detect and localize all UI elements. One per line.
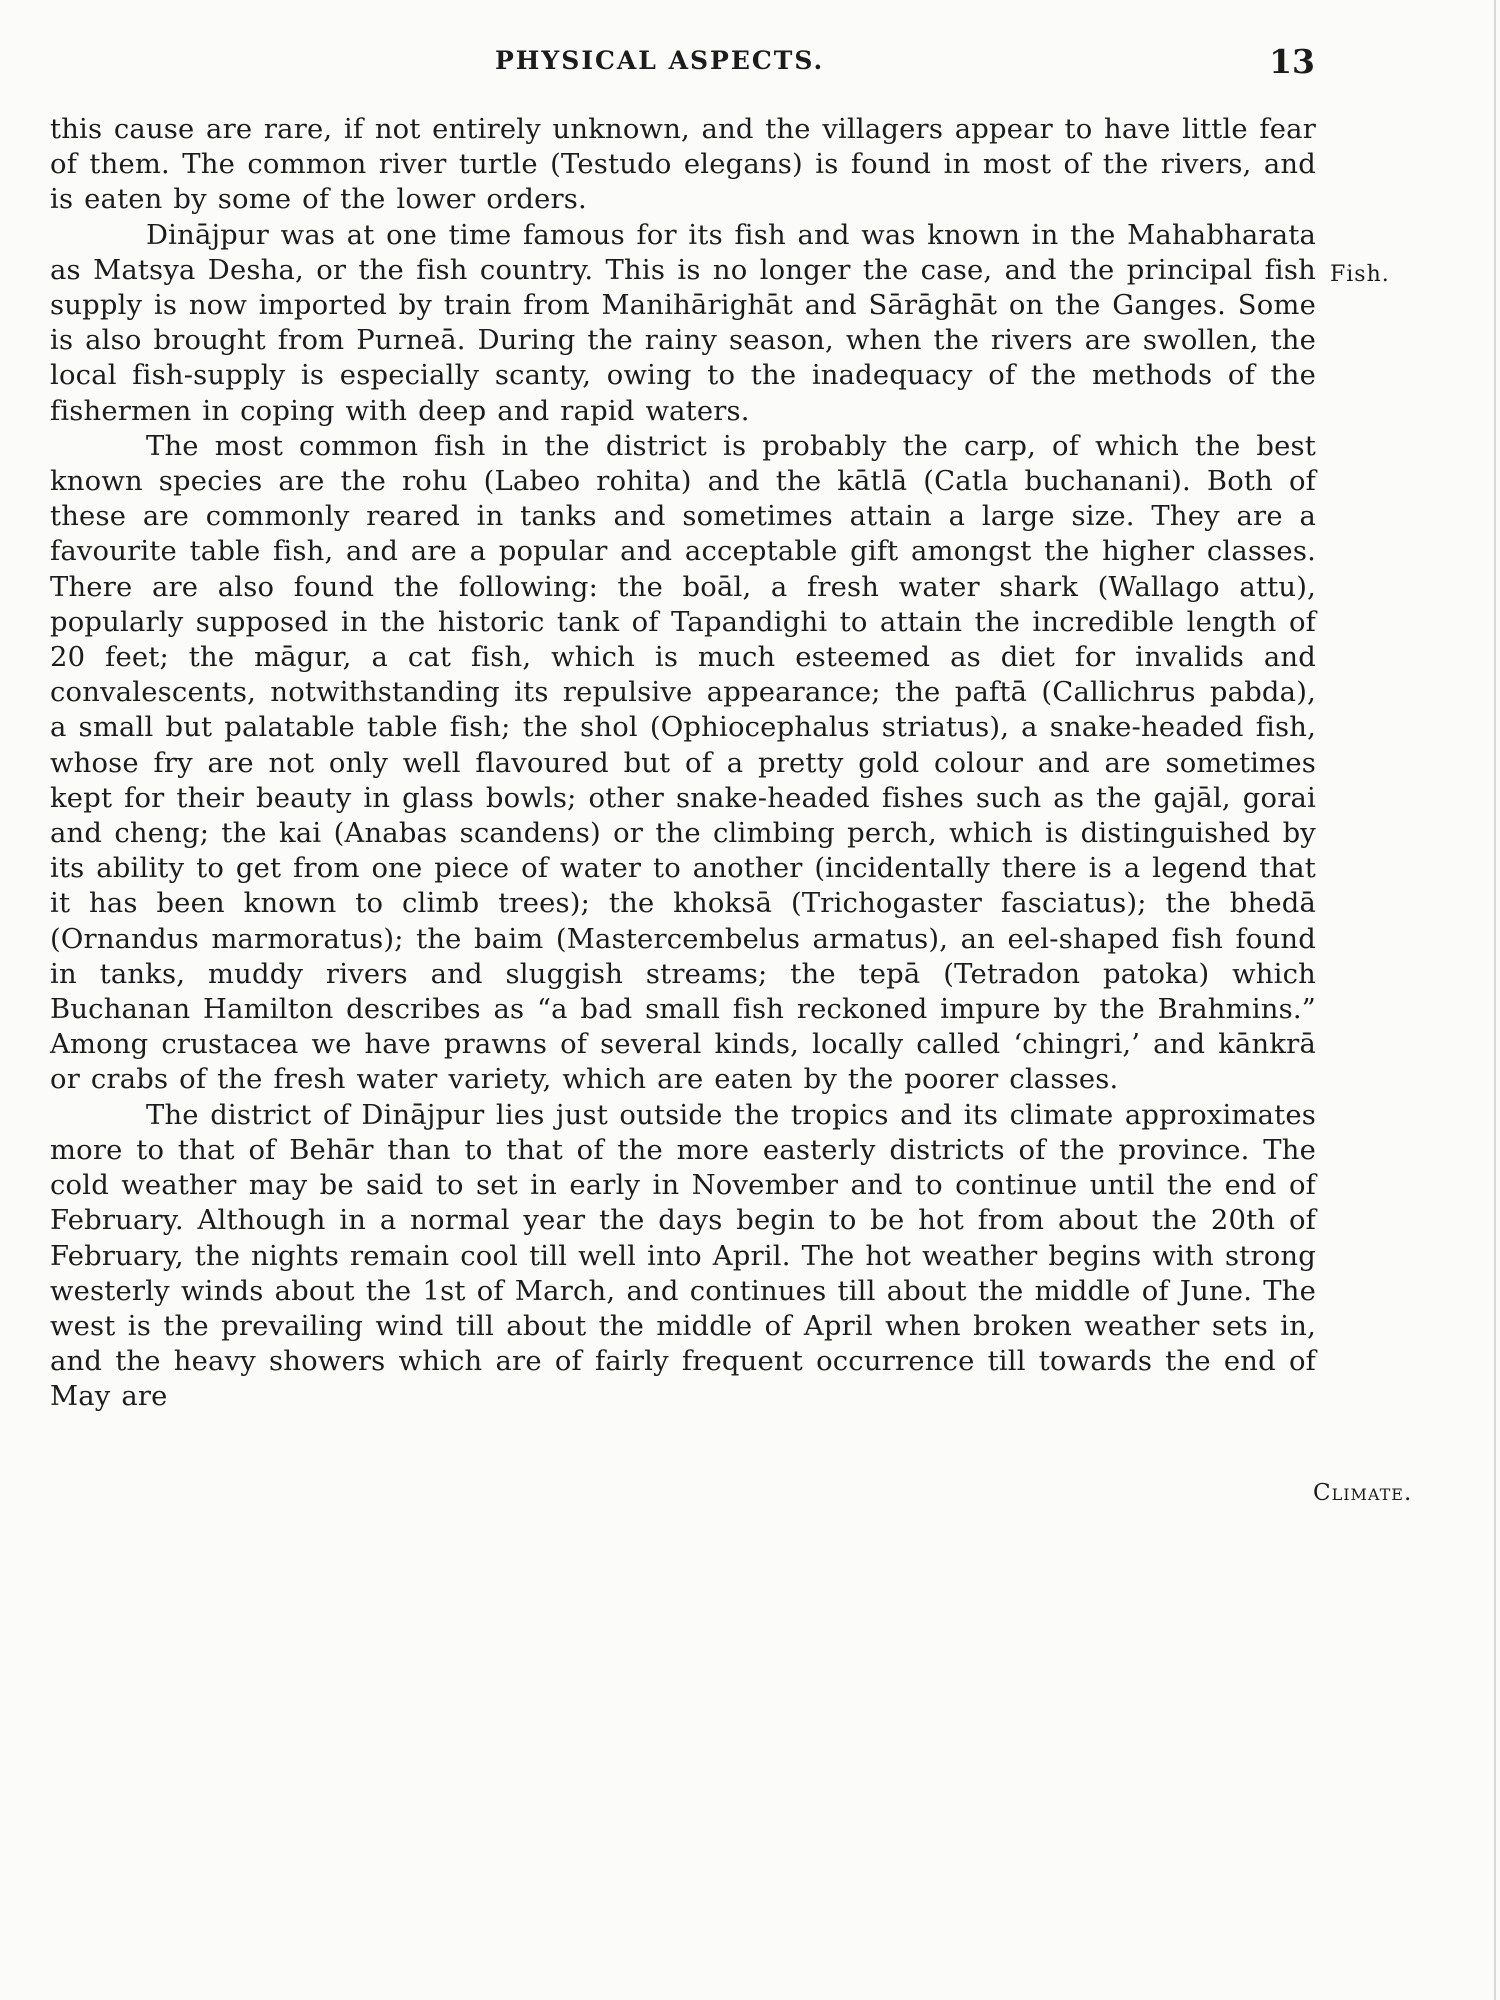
body-text [50, 112, 1316, 1415]
running-head: PHYSICAL ASPECTS. [495, 46, 825, 75]
page-edge [1494, 0, 1496, 2000]
paragraph-fish-species: The most common fish in the district is probably the carp, of which the best known species are the rohu (Labeo rohita) and the kātlā (Catla buchanani). Both of these are commonly reared in tanks and sometimes attain a large size. They are a favourite table fish, and are a popular and acceptable gift amongst the higher classes. There are also found the following: the boāl, a fresh water shark (Wallago attu), popularly supposed in the historic tank of Tapandighi to attain the incredible length of 20 feet; the māgur, a cat fish, which is much esteemed as diet for invalids and convalescents, notwithstanding its repulsive appearance; the paftā (Callichrus pabda), a small but palatable table fish; the shol (Ophiocephalus striatus), a snake-headed fish, whose fry are not only well flavoured but of a pretty gold colour and are sometimes kept for their beauty in glass bowls; other snake-headed fishes such as the gajāl, gorai and cheng; the kai (Anabas scandens) or the climbing perch, which is distinguished by its ability to get from one piece of water to another (incidentally there is a legend that it has been known to climb trees); the khoksā (Trichogaster fasciatus); the bhedā (Ornandus marmoratus); the baim (Mastercembelus armatus), an eel-shaped fish found in tanks, muddy rivers and sluggish streams; the tepā (Tetradon patoka) which Buchanan Hamilton describes as “a bad small fish reckoned impure by the Brahmins.” Among crustacea we have prawns of several kinds, locally called ‘chingri,’ and kānkrā or crabs of the fresh water variety, which are eaten by the poorer classes. [50, 430, 1316, 1096]
margin-note-fish: Fish. [1330, 262, 1390, 287]
paragraph-fish-supply: Dinājpur was at one time famous for its fish and was known in the Mahabharata as Matsya Desha, or the fish country. This is no longer the case, and the principal fish supply is now imported by train from Manihārighāt and Sārāghāt on the Ganges. Some is also brought from Purneā. During the rainy season, when the rivers are swollen, the local fish-supply is especially scanty, owing to the inadequacy of the methods of the fishermen in coping with deep and rapid waters. [50, 219, 1316, 427]
page-header [455, 42, 1355, 82]
page-number: 13 [1269, 42, 1315, 81]
paragraph-turtle: this cause are rare, if not entirely unknown, and the villagers appear to have little fear of them. The common river turtle (Testudo elegans) is found in most of the rivers, and is eaten by some of the lower orders. [50, 114, 1316, 216]
margin-note-climate: Climate. [1313, 1480, 1413, 1506]
paragraph-climate: The district of Dinājpur lies just outside the tropics and its climate approximates more to that of Behār than to that of the more easterly districts of the province. The cold weather may be said to set in early in November and to continue until the end of February. Although in a normal year the days begin to be hot from about the 20th of February, the nights remain cool till well into April. The hot weather begins with strong westerly winds about the 1st of March, and continues till about the middle of June. The west is the prevailing wind till about the middle of April when broken weather sets in, and the heavy showers which are of fairly frequent occurrence till towards the end of May are [50, 1099, 1316, 1413]
